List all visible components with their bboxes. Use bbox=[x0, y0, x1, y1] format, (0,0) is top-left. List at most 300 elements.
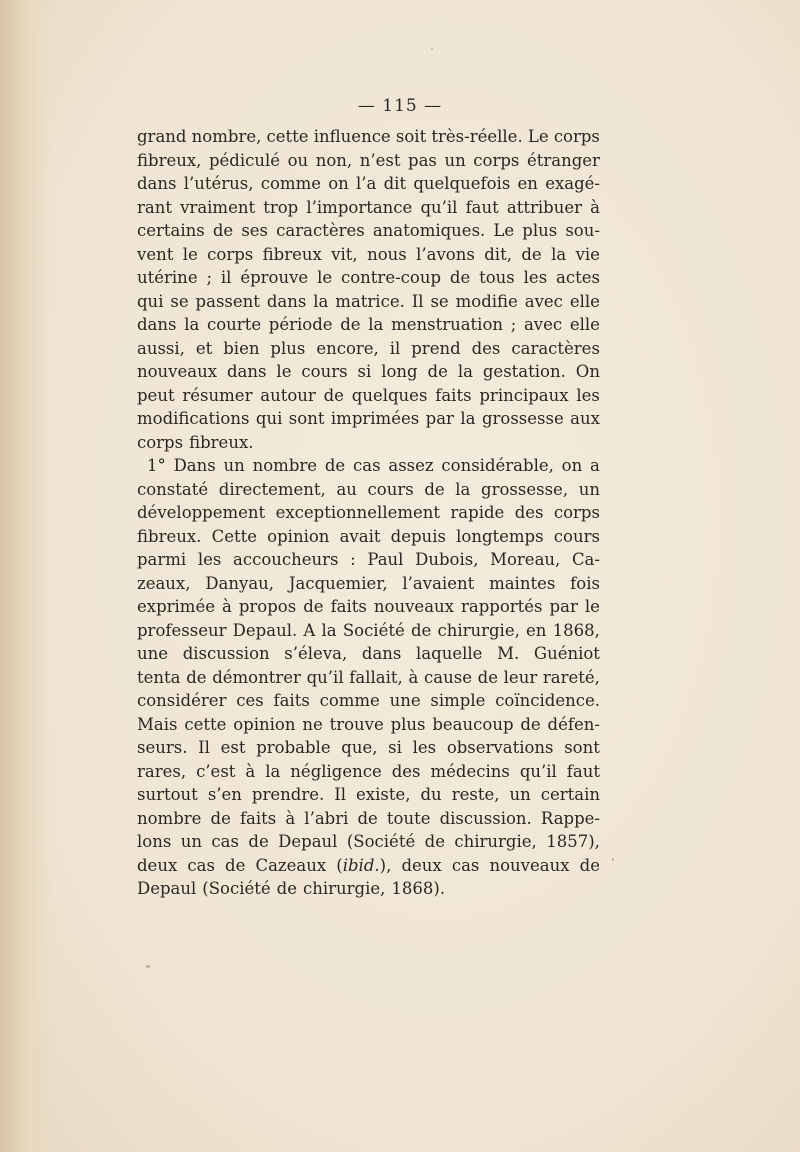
word: cas bbox=[451, 855, 480, 875]
word: zeaux, bbox=[137, 573, 191, 593]
word: 1857), bbox=[546, 832, 600, 851]
word: de bbox=[248, 832, 269, 851]
word: tous bbox=[479, 268, 515, 287]
word: ne bbox=[302, 714, 323, 734]
word: sont bbox=[564, 738, 600, 757]
word: certain bbox=[540, 785, 600, 804]
word: de bbox=[225, 855, 246, 875]
word: pas bbox=[408, 150, 437, 170]
word: courte bbox=[207, 315, 262, 334]
word: fois bbox=[570, 573, 600, 593]
word: de bbox=[424, 479, 445, 499]
word: leur bbox=[503, 667, 538, 687]
word: fibreux bbox=[262, 244, 322, 264]
word: bien bbox=[223, 338, 260, 358]
word: la bbox=[265, 761, 281, 781]
word: de bbox=[579, 855, 600, 875]
word: a bbox=[590, 456, 600, 475]
word: de bbox=[410, 620, 432, 640]
word: si bbox=[388, 738, 402, 757]
text-line bbox=[137, 854, 600, 878]
word: influence bbox=[313, 127, 391, 146]
word: modifications bbox=[137, 409, 250, 428]
text-line bbox=[137, 525, 600, 549]
word: actes bbox=[556, 268, 600, 287]
word: des bbox=[514, 503, 544, 522]
word: elle bbox=[569, 315, 600, 334]
word: par bbox=[425, 409, 454, 428]
word: la bbox=[457, 362, 473, 381]
word: Il bbox=[334, 785, 347, 804]
word: faut bbox=[566, 761, 600, 781]
text-line bbox=[137, 666, 600, 690]
word: rapide bbox=[450, 503, 505, 522]
word: longtemps bbox=[456, 526, 544, 546]
word: lons bbox=[137, 832, 172, 851]
word: est bbox=[220, 738, 246, 757]
word: 1868). bbox=[391, 879, 446, 898]
word: un bbox=[509, 785, 531, 804]
text-line bbox=[137, 713, 600, 737]
text-line bbox=[137, 219, 600, 243]
word: ces bbox=[236, 691, 264, 710]
word: caractères bbox=[276, 221, 365, 240]
word: l’abri bbox=[304, 808, 349, 828]
word: de bbox=[212, 221, 234, 240]
word: cas bbox=[211, 832, 239, 851]
word: existe, bbox=[356, 785, 411, 804]
word: qu’il bbox=[306, 667, 344, 687]
word: le bbox=[276, 362, 292, 381]
word: vent bbox=[137, 244, 174, 264]
word: fibreux. bbox=[137, 526, 202, 546]
word: : bbox=[350, 550, 356, 569]
text-line bbox=[137, 877, 600, 901]
text-line bbox=[137, 807, 600, 831]
text-line bbox=[137, 196, 600, 220]
word: dit bbox=[383, 174, 407, 193]
text-line bbox=[137, 595, 600, 619]
word: fallait, bbox=[349, 667, 403, 687]
word: de bbox=[340, 315, 361, 334]
word: nouveaux bbox=[373, 597, 454, 616]
word: dans bbox=[137, 174, 177, 193]
word: 1868, bbox=[552, 620, 600, 640]
word: il bbox=[389, 338, 401, 358]
word: rareté, bbox=[542, 667, 600, 687]
word: ; bbox=[206, 268, 213, 287]
paper-speck bbox=[431, 48, 433, 50]
word: Cette bbox=[211, 526, 257, 546]
word: fibreux, bbox=[137, 150, 202, 170]
word: opinion bbox=[267, 526, 330, 546]
word: à bbox=[590, 197, 600, 217]
word: Guéniot bbox=[533, 644, 600, 663]
word: Depaul bbox=[278, 832, 338, 851]
word: par bbox=[549, 597, 578, 616]
word: menstruation bbox=[391, 315, 504, 334]
word: A bbox=[303, 620, 316, 640]
word: maintes bbox=[489, 573, 556, 593]
word: coïncidence. bbox=[495, 691, 600, 710]
word: vraiment bbox=[180, 197, 256, 217]
word: rapportés bbox=[460, 597, 543, 616]
word: ou bbox=[287, 150, 309, 170]
word: discussion. bbox=[439, 808, 532, 828]
word: tenta bbox=[137, 667, 181, 687]
word: de bbox=[186, 667, 207, 687]
word: n’est bbox=[359, 150, 401, 170]
word: la bbox=[551, 244, 567, 264]
word: quelquefois bbox=[413, 174, 511, 193]
word: on bbox=[561, 456, 583, 475]
word: étranger bbox=[526, 150, 600, 170]
word: dans bbox=[137, 315, 177, 334]
word: Depaul. bbox=[232, 620, 298, 640]
text-line bbox=[137, 431, 600, 455]
word: parmi bbox=[137, 550, 187, 569]
word: l’a bbox=[356, 174, 377, 193]
word: chirurgie, bbox=[454, 832, 537, 851]
word: imprimées bbox=[330, 409, 420, 428]
word: sont bbox=[288, 409, 325, 428]
word: en bbox=[517, 174, 538, 193]
word: Jacquemier, bbox=[288, 573, 388, 593]
text-line bbox=[137, 478, 600, 502]
word: un bbox=[180, 832, 202, 851]
word: à bbox=[222, 597, 232, 616]
word: long bbox=[381, 362, 418, 381]
word: depuis bbox=[390, 526, 446, 546]
word: le bbox=[317, 268, 333, 287]
text-line bbox=[137, 266, 600, 290]
text-line bbox=[137, 689, 600, 713]
word: trop bbox=[263, 197, 299, 217]
word: un bbox=[223, 456, 245, 475]
text-line bbox=[137, 760, 600, 784]
word: du bbox=[420, 785, 442, 804]
text-line bbox=[137, 501, 600, 525]
word: la bbox=[313, 291, 329, 311]
word: pédiculé bbox=[208, 150, 281, 170]
text-line bbox=[137, 243, 600, 267]
word: seurs. bbox=[137, 738, 188, 757]
word: éprouve bbox=[240, 268, 309, 287]
word: beaucoup bbox=[432, 714, 514, 734]
word: de bbox=[424, 832, 445, 851]
word: Moreau, bbox=[490, 550, 561, 569]
word: propos bbox=[238, 597, 297, 616]
word: passent bbox=[195, 291, 260, 311]
word: développement bbox=[137, 503, 266, 522]
word: directement, bbox=[218, 479, 326, 499]
word: grossesse, bbox=[481, 479, 569, 499]
text-line bbox=[137, 313, 600, 337]
word: faits bbox=[330, 597, 367, 616]
word: de bbox=[210, 808, 231, 828]
word: nous bbox=[367, 244, 407, 264]
text-line bbox=[137, 642, 600, 666]
word: les bbox=[197, 550, 222, 569]
word: à bbox=[245, 761, 256, 781]
word: cours bbox=[367, 479, 414, 499]
word: l’importance bbox=[306, 197, 413, 217]
paper-speck bbox=[612, 858, 614, 861]
word: autour bbox=[260, 385, 316, 405]
word: opinion bbox=[233, 714, 296, 734]
word: nombre, bbox=[191, 127, 262, 146]
word: dans bbox=[361, 644, 402, 663]
word: considérer bbox=[137, 691, 227, 710]
word: et bbox=[195, 338, 213, 358]
word: observations bbox=[446, 738, 554, 757]
word: accoucheurs bbox=[233, 550, 339, 569]
word: (Société bbox=[346, 832, 416, 851]
text-line bbox=[137, 290, 600, 314]
word: ses bbox=[241, 221, 269, 240]
word: de bbox=[357, 808, 378, 828]
word: résumer bbox=[182, 385, 253, 405]
word: la bbox=[368, 315, 384, 334]
word: deux bbox=[137, 855, 178, 875]
text-line bbox=[137, 149, 600, 173]
word: médecins bbox=[430, 761, 510, 781]
word: reste, bbox=[451, 785, 500, 804]
word: qui bbox=[255, 409, 283, 428]
word: encore, bbox=[316, 338, 379, 358]
word: dit, bbox=[484, 244, 512, 264]
word: ; bbox=[510, 315, 517, 334]
word: Dubois, bbox=[415, 550, 479, 569]
word: exceptionnellement bbox=[275, 503, 441, 522]
word: le bbox=[584, 597, 600, 616]
word: la bbox=[321, 620, 337, 640]
word: simple bbox=[430, 691, 486, 710]
word: Depaul bbox=[137, 879, 197, 898]
word: au bbox=[336, 479, 357, 499]
italic-text: ibid. bbox=[342, 855, 380, 875]
text-line bbox=[137, 548, 600, 572]
word: vie bbox=[575, 244, 600, 264]
word: modifie bbox=[455, 291, 518, 311]
word: aux bbox=[570, 409, 600, 428]
word: corps bbox=[553, 503, 600, 522]
text-line bbox=[137, 783, 600, 807]
word: cas bbox=[187, 855, 215, 875]
word: très-réelle. bbox=[431, 127, 523, 146]
text-line bbox=[137, 619, 600, 643]
page-binding-shadow bbox=[0, 0, 52, 1152]
word: un bbox=[578, 479, 600, 499]
word: corps bbox=[553, 127, 600, 146]
word: Il bbox=[198, 738, 210, 757]
word: si bbox=[357, 362, 372, 381]
word: que, bbox=[341, 738, 378, 757]
word: corps bbox=[137, 432, 184, 452]
word: aussi, bbox=[137, 338, 185, 358]
word: discussion bbox=[182, 644, 270, 663]
word: constaté bbox=[137, 479, 209, 499]
word: trouve bbox=[329, 714, 384, 734]
word: démontrer bbox=[212, 667, 301, 687]
word: la bbox=[184, 315, 200, 334]
word: On bbox=[575, 362, 600, 381]
word: quelques bbox=[351, 385, 428, 405]
word: nouveaux bbox=[137, 362, 218, 381]
word: un bbox=[444, 150, 466, 170]
word: Danyau, bbox=[205, 573, 275, 593]
word: Il bbox=[411, 291, 424, 311]
word: principaux bbox=[479, 385, 569, 405]
word: contre-coup bbox=[341, 268, 442, 287]
word: vit, bbox=[331, 244, 358, 264]
word: considérable, bbox=[441, 456, 554, 475]
paper-speck bbox=[146, 965, 150, 968]
text-line bbox=[137, 125, 600, 149]
word: surtout bbox=[137, 785, 198, 804]
word: de bbox=[477, 667, 498, 687]
word: faut bbox=[465, 197, 499, 217]
word: des bbox=[391, 761, 421, 781]
word: corps bbox=[207, 244, 254, 264]
word: chirurgie, bbox=[437, 620, 520, 640]
word: grossesse bbox=[481, 409, 564, 428]
text-line bbox=[137, 736, 600, 760]
word: plus bbox=[522, 221, 558, 240]
word: comme bbox=[260, 174, 321, 193]
word: de bbox=[521, 244, 542, 264]
word: elle bbox=[569, 291, 600, 311]
word: les bbox=[523, 268, 548, 287]
word: une bbox=[137, 644, 169, 663]
word: Rappe- bbox=[540, 808, 600, 828]
word: s’éleva, bbox=[284, 644, 348, 663]
word: des bbox=[471, 338, 501, 358]
word: non, bbox=[315, 150, 353, 170]
word: qui bbox=[137, 291, 164, 311]
text-line bbox=[137, 830, 600, 854]
word: à bbox=[285, 808, 296, 828]
word: Cazeaux bbox=[255, 855, 327, 875]
word: Mais bbox=[137, 714, 178, 734]
word: nouveaux bbox=[489, 855, 570, 875]
word: cause bbox=[424, 667, 472, 687]
word: professeur bbox=[137, 620, 227, 640]
word: il bbox=[220, 268, 232, 287]
word: période bbox=[268, 315, 333, 334]
word: assez bbox=[388, 456, 434, 475]
word: le bbox=[182, 244, 198, 264]
word: cette bbox=[184, 714, 227, 734]
word: plus bbox=[390, 714, 426, 734]
word: faits bbox=[239, 808, 277, 828]
word: Le bbox=[493, 221, 515, 240]
word: qu’il bbox=[420, 197, 458, 217]
word: (ibid.), bbox=[336, 855, 392, 875]
word: la bbox=[455, 479, 471, 499]
word: nombre bbox=[137, 808, 202, 828]
word: la bbox=[460, 409, 476, 428]
word: deux bbox=[401, 855, 442, 875]
text-line bbox=[137, 337, 600, 361]
word: l’avaient bbox=[402, 573, 475, 593]
text-line bbox=[137, 360, 600, 384]
word: fibreux. bbox=[189, 432, 254, 452]
word: corps bbox=[473, 150, 520, 170]
word: de bbox=[303, 597, 324, 616]
word: en bbox=[526, 620, 547, 640]
word: rares, bbox=[137, 761, 187, 781]
word: Ca- bbox=[571, 550, 600, 569]
word: anatomiques. bbox=[372, 221, 486, 240]
word: (Société bbox=[202, 879, 271, 898]
word: soit bbox=[395, 127, 427, 146]
word: l’utérus, bbox=[183, 174, 254, 193]
word: M. bbox=[497, 644, 520, 663]
word: exprimée bbox=[137, 597, 215, 616]
word: défen- bbox=[547, 714, 600, 734]
text-line bbox=[137, 407, 600, 431]
word: Dans bbox=[173, 456, 216, 475]
word: certains bbox=[137, 221, 205, 240]
word: se bbox=[170, 291, 189, 311]
word: de bbox=[520, 714, 541, 734]
page-number: — 115 — bbox=[357, 96, 443, 116]
word: se bbox=[430, 291, 449, 311]
word: peut bbox=[137, 385, 175, 405]
word: utérine bbox=[137, 268, 198, 287]
word: prendre. bbox=[251, 785, 325, 804]
word: qu’il bbox=[519, 761, 557, 781]
word: grand bbox=[137, 127, 187, 146]
word: nombre bbox=[252, 456, 318, 475]
word: matrice. bbox=[335, 291, 405, 311]
word: on bbox=[328, 174, 349, 193]
word: laquelle bbox=[416, 644, 483, 663]
word: de bbox=[427, 362, 448, 381]
word: exagé- bbox=[545, 174, 600, 193]
word: probable bbox=[256, 738, 331, 757]
text-line bbox=[137, 454, 600, 478]
word: rant bbox=[137, 197, 172, 217]
word: Le bbox=[527, 127, 549, 146]
text-line bbox=[137, 172, 600, 196]
word: dans bbox=[266, 291, 307, 311]
word: plus bbox=[270, 338, 306, 358]
word: les bbox=[412, 738, 437, 757]
word: cours bbox=[553, 526, 600, 546]
word: attribuer bbox=[506, 197, 582, 217]
word: gestation. bbox=[482, 362, 566, 381]
word: négligence bbox=[290, 761, 382, 781]
word: l’avons bbox=[416, 244, 475, 264]
word: avec bbox=[523, 315, 563, 334]
word: toute bbox=[386, 808, 431, 828]
word: comme bbox=[319, 691, 380, 710]
text-line bbox=[137, 572, 600, 596]
word: de bbox=[449, 268, 471, 287]
word: faits bbox=[435, 385, 472, 405]
word: faits bbox=[273, 691, 310, 710]
word: avec bbox=[524, 291, 563, 311]
word: les bbox=[576, 385, 600, 405]
word: sou- bbox=[565, 221, 600, 240]
word: de bbox=[276, 879, 297, 898]
word: chirurgie, bbox=[302, 879, 386, 898]
word: cas bbox=[353, 456, 381, 475]
word: 1° bbox=[147, 456, 166, 475]
word: caractères bbox=[511, 338, 600, 358]
